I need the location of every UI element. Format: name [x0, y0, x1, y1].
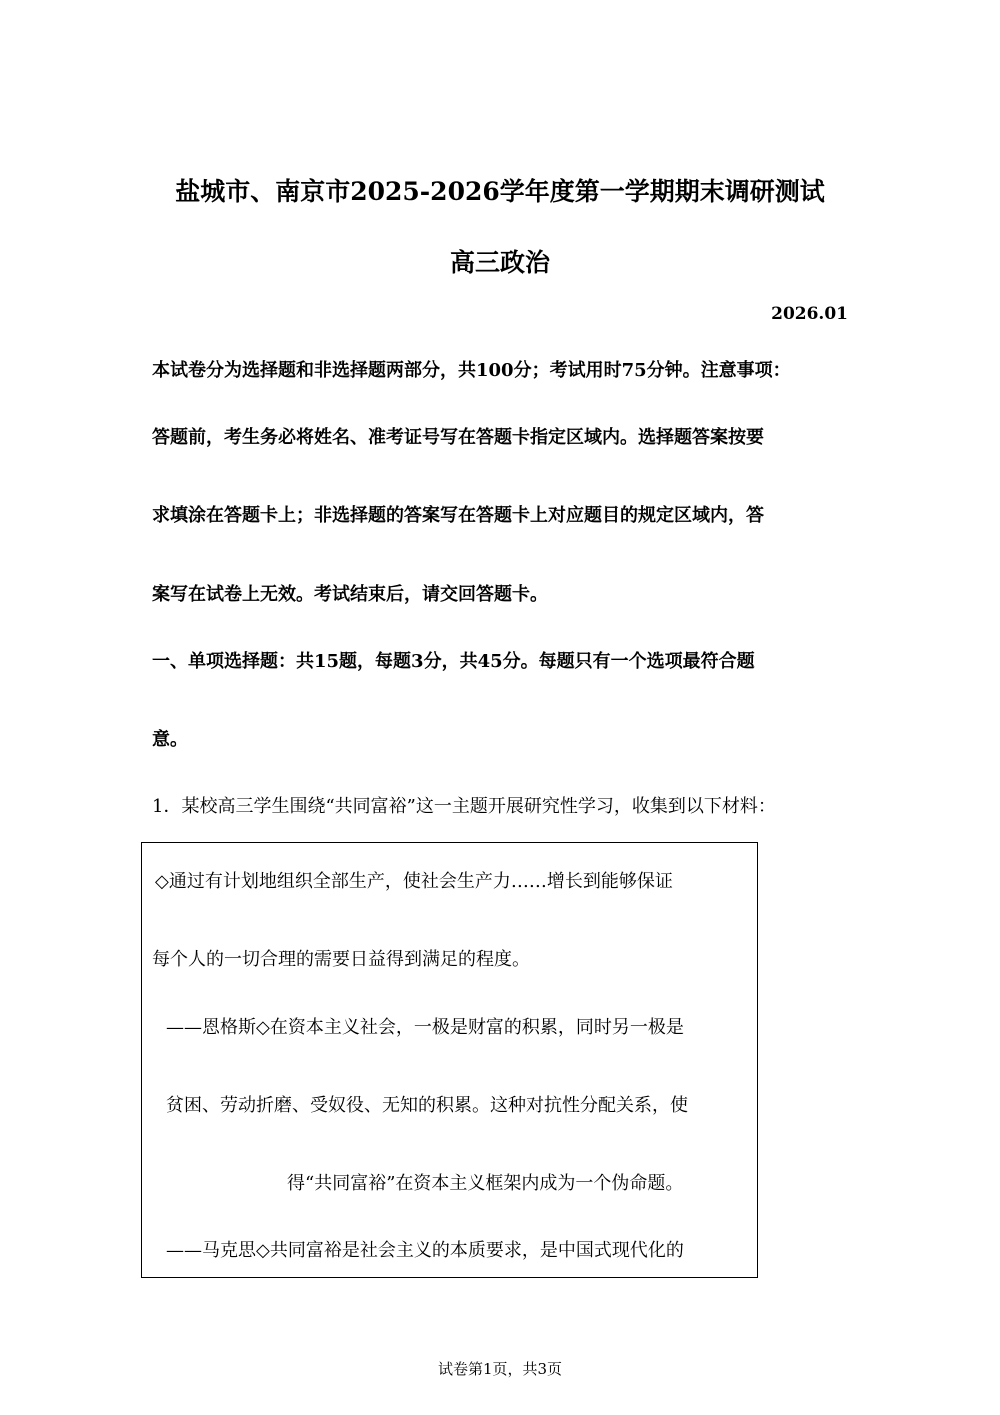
- instruction-line: 本试卷分为选择题和非选择题两部分，共100分；考试用时75分钟。注意事项：: [152, 360, 791, 381]
- section-heading-line: 意。: [152, 729, 188, 750]
- page-footer: 试卷第1页，共3页: [437, 1360, 563, 1378]
- material-box: [141, 842, 758, 1278]
- material-line: ◇通过有计划地组织全部生产，使社会生产力……增长到能够保证: [155, 871, 673, 892]
- material-line: 得“共同富裕”在资本主义框架内成为一个伪命题。: [287, 1173, 684, 1194]
- exam-date: 2026.01: [771, 304, 848, 324]
- material-line: ——恩格斯◇在资本主义社会，一极是财富的积累，同时另一极是: [166, 1017, 684, 1038]
- instruction-line: 答题前，考生务必将姓名、准考证号写在答题卡指定区域内。选择题答案按要: [152, 427, 764, 448]
- exam-subject: 高三政治: [449, 248, 550, 277]
- exam-title: 盐城市、南京市2025-2026学年度第一学期期末调研测试: [175, 177, 825, 206]
- material-line: 每个人的一切合理的需要日益得到满足的程度。: [152, 949, 530, 970]
- question-1-stem: 1．某校高三学生围绕“共同富裕”这一主题开展研究性学习，收集到以下材料：: [152, 796, 776, 817]
- section-heading-line: 一、单项选择题：共15题，每题3分，共45分。每题只有一个选项最符合题: [152, 651, 755, 672]
- material-line: ——马克思◇共同富裕是社会主义的本质要求，是中国式现代化的: [166, 1240, 684, 1261]
- instruction-line: 求填涂在答题卡上；非选择题的答案写在答题卡上对应题目的规定区域内，答: [152, 505, 764, 526]
- instruction-line: 案写在试卷上无效。考试结束后，请交回答题卡。: [152, 584, 548, 605]
- material-line: 贫困、劳动折磨、受奴役、无知的积累。这种对抗性分配关系，使: [166, 1095, 688, 1116]
